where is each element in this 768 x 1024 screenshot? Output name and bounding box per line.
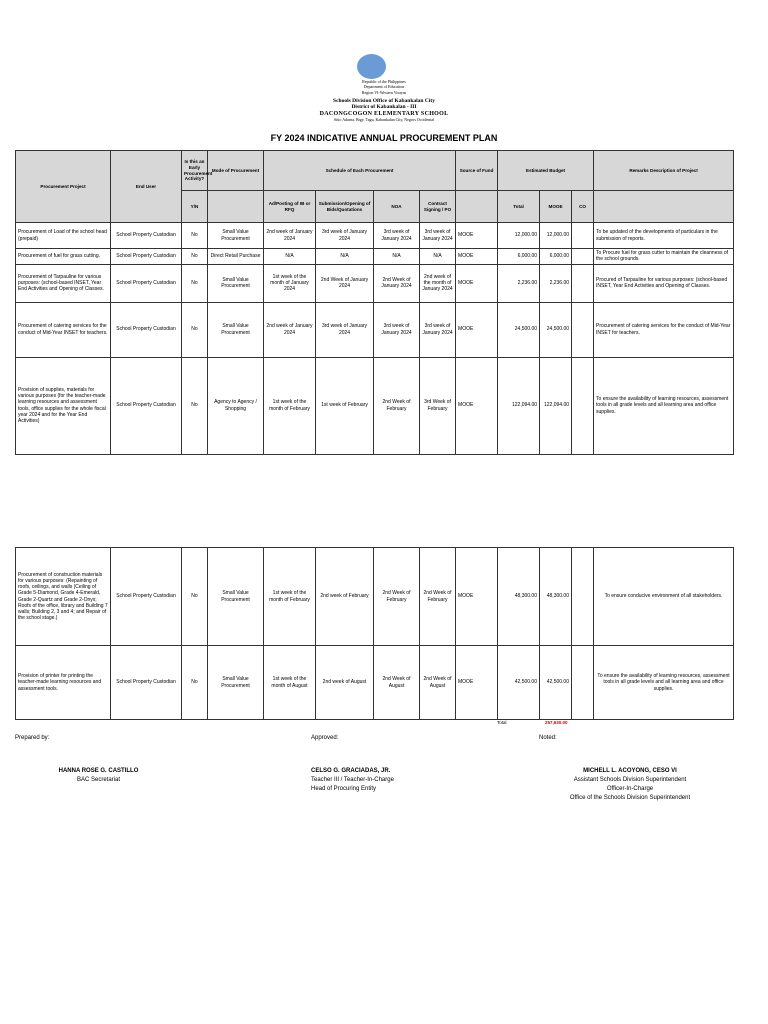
cell-contract: 3rd week of January 2024 bbox=[420, 302, 456, 357]
header-submission: Submission/Opening of Bids/Quotations bbox=[316, 191, 374, 223]
cell-ad-posting: 1st week of the month of February bbox=[264, 357, 316, 454]
header-republic: Republic of the Philippines bbox=[362, 79, 406, 84]
cell-submission: 2nd Week of January 2024 bbox=[316, 264, 374, 302]
cell-submission: 2nd week of February bbox=[316, 548, 374, 646]
cell-ad-posting: 2nd week of January 2024 bbox=[264, 302, 316, 357]
header-source-of-fund: Source of Fund bbox=[456, 151, 498, 191]
cell-co bbox=[572, 264, 594, 302]
cell-fund: MOOE bbox=[456, 249, 498, 265]
cell-noa: 2nd Week of February bbox=[374, 548, 420, 646]
prepared-by-position: BAC Secretariat bbox=[76, 777, 121, 783]
cell-end-user: School Property Custodian bbox=[111, 548, 182, 646]
cell-noa: 3rd week of January 2024 bbox=[374, 302, 420, 357]
noted-label: Noted: bbox=[539, 735, 557, 741]
cell-noa: 2nd Week of August bbox=[374, 646, 420, 720]
cell-contract: 2nd Week of August bbox=[420, 646, 456, 720]
approved-by-name: CELSO G. GRACIADAS, JR. bbox=[311, 768, 391, 774]
cell-co bbox=[572, 302, 594, 357]
cell-fund: MOOE bbox=[456, 302, 498, 357]
cell-submission: 1st week of February bbox=[316, 357, 374, 454]
cell-remarks: To ensure conducive environment of all stakeholders. bbox=[594, 548, 734, 646]
cell-early: No bbox=[182, 249, 208, 265]
cell-mode: Agency to Agency / Shopping bbox=[208, 357, 264, 454]
cell-project: Provision of printer for printing the teacher-made learning resources and assessment tools. bbox=[16, 646, 111, 720]
header-contract: Contract Signing / PO bbox=[420, 191, 456, 223]
cell-end-user: School Property Custodian bbox=[111, 357, 182, 454]
approved-by-role: Head of Procuring Entity bbox=[311, 786, 377, 792]
cell-ad-posting: N/A bbox=[264, 249, 316, 265]
cell-fund: MOOE bbox=[456, 357, 498, 454]
header-noa: NOA bbox=[374, 191, 420, 223]
cell-fund: MOOE bbox=[456, 646, 498, 720]
cell-co bbox=[572, 548, 594, 646]
page-title: FY 2024 INDICATIVE ANNUAL PROCUREMENT PLAN bbox=[270, 133, 498, 143]
cell-end-user: School Property Custodian bbox=[111, 249, 182, 265]
table-row bbox=[16, 264, 734, 302]
cell-fund: MOOE bbox=[456, 223, 498, 249]
header-address: Sitio Adarna, Brgy. Tagu, Kabankalan City, Negros Occidental bbox=[333, 117, 435, 122]
header-co: CO bbox=[572, 191, 594, 223]
cell-submission: 3rd week of January 2024 bbox=[316, 223, 374, 249]
cell-total: 12,000.00 bbox=[498, 223, 540, 249]
cell-submission: N/A bbox=[316, 249, 374, 265]
cell-ad-posting: 1st week of the month of February bbox=[264, 548, 316, 646]
cell-mode: Small Value Procurement bbox=[208, 548, 264, 646]
noted-by-position: Assistant Schools Division Superintendent bbox=[573, 777, 687, 783]
cell-total: 48,300.00 bbox=[498, 548, 540, 646]
table-row bbox=[16, 302, 734, 357]
header-estimated-budget: Estimated Budget bbox=[498, 151, 594, 191]
header-total: Total bbox=[498, 191, 540, 223]
table-row bbox=[16, 646, 734, 720]
header-yn: Y/N bbox=[182, 191, 208, 223]
cell-total: 6,000.00 bbox=[498, 249, 540, 265]
cell-noa: N/A bbox=[374, 249, 420, 265]
cell-end-user: School Property Custodian bbox=[111, 223, 182, 249]
noted-by-oic: Officer-In-Charge bbox=[606, 786, 654, 792]
grand-total-value: 257,630.00 bbox=[545, 720, 568, 725]
cell-remarks: Procurement of catering services for the conduct of Mid-Year INSET for teachers. bbox=[594, 302, 734, 357]
cell-contract: 2nd Week of February bbox=[420, 548, 456, 646]
cell-mooe: 122,094.00 bbox=[540, 357, 572, 454]
table-row bbox=[16, 249, 734, 265]
header-remarks: Remarks Description of Project bbox=[594, 151, 734, 191]
cell-end-user: School Property Custodian bbox=[111, 302, 182, 357]
cell-mode: Small Value Procurement bbox=[208, 264, 264, 302]
cell-early: No bbox=[182, 264, 208, 302]
cell-co bbox=[572, 357, 594, 454]
cell-early: No bbox=[182, 646, 208, 720]
procurement-table bbox=[15, 150, 734, 455]
cell-mooe: 12,000.00 bbox=[540, 223, 572, 249]
header-region: Region VI-Western Visayas bbox=[361, 90, 407, 95]
deped-seal bbox=[357, 54, 386, 79]
noted-by-name: MICHELL L. ACOYONG, CESO VI bbox=[583, 768, 677, 774]
cell-mode: Small Value Procurement bbox=[208, 223, 264, 249]
cell-submission: 2nd week of August bbox=[316, 646, 374, 720]
header-schedule: Schedule of Each Procurement bbox=[264, 151, 456, 191]
cell-co bbox=[572, 646, 594, 720]
cell-total: 24,500.00 bbox=[498, 302, 540, 357]
prepared-by-name: HANNA ROSE G. CASTILLO bbox=[58, 768, 139, 774]
cell-remarks: To ensure the availability of learning resources, assessment tools in all grade levels and all learning area and office supplies. bbox=[594, 357, 734, 454]
cell-project: Provision of supplies, materials for various purposes (for the teacher-made learning resources and assessment tools, office supplies for the whole fiscal year 2024 and for the Year End Activities) bbox=[16, 357, 111, 454]
header-district: District of Kabankalan - III bbox=[351, 104, 417, 110]
header-division: Schools Division Office of Kabankalan City bbox=[333, 98, 435, 104]
header-mooe: MOOE bbox=[540, 191, 572, 223]
cell-project: Procurement of catering services for the conduct of Mid-Year INSET for teachers. bbox=[16, 302, 111, 357]
cell-total: 42,500.00 bbox=[498, 646, 540, 720]
table-row bbox=[16, 223, 734, 249]
cell-noa: 3rd week of January 2024 bbox=[374, 223, 420, 249]
header-fund-blank bbox=[456, 191, 498, 223]
header-remarks-blank bbox=[594, 191, 734, 223]
noted-by-office: Office of the Schools Division Superintendent bbox=[569, 795, 691, 801]
cell-submission: 3rd week of January 2024 bbox=[316, 302, 374, 357]
cell-ad-posting: 1st week of the month of August bbox=[264, 646, 316, 720]
approved-label: Approved: bbox=[311, 735, 339, 741]
approved-by-position: Teacher III / Teacher-In-Charge bbox=[311, 777, 394, 783]
header-mode: Mode of Procurement bbox=[208, 151, 264, 191]
header-department: Department of Education bbox=[363, 84, 405, 89]
cell-mooe: 42,500.00 bbox=[540, 646, 572, 720]
cell-mode: Direct Retail Purchase bbox=[208, 249, 264, 265]
cell-early: No bbox=[182, 357, 208, 454]
header-early-procurement: Is this an Early Procurement Activity? bbox=[182, 151, 208, 191]
cell-fund: MOOE bbox=[456, 548, 498, 646]
cell-project: Procurement of Load of the school head (prepaid) bbox=[16, 223, 111, 249]
cell-end-user: School Property Custodian bbox=[111, 264, 182, 302]
prepared-by-label: Prepared by: bbox=[15, 735, 50, 741]
cell-co bbox=[572, 223, 594, 249]
cell-early: No bbox=[182, 223, 208, 249]
cell-mode: Small Value Procurement bbox=[208, 646, 264, 720]
total-label: Total bbox=[497, 720, 507, 725]
cell-mooe: 2,236.00 bbox=[540, 264, 572, 302]
cell-remarks: To Procure fuel for grass cutter to maintain the cleanness of the school grounds. bbox=[594, 249, 734, 265]
cell-project: Procurement of fuel for grass cutting. bbox=[16, 249, 111, 265]
header-procurement-project: Procurement Project bbox=[16, 151, 111, 223]
cell-mode: Small Value Procurement bbox=[208, 302, 264, 357]
header-school: DACONGCOGON ELEMENTARY SCHOOL bbox=[319, 111, 449, 117]
cell-total: 2,236.00 bbox=[498, 264, 540, 302]
cell-contract: 3rd week of January 2024 bbox=[420, 223, 456, 249]
cell-remarks: Procured of Tarpauline for various purposes: (school-based INSET, Year End Activities and Opening of Classes. bbox=[594, 264, 734, 302]
header-end-user: End User bbox=[111, 151, 182, 223]
cell-end-user: School Property Custodian bbox=[111, 646, 182, 720]
cell-noa: 2nd Week of February bbox=[374, 357, 420, 454]
header-blank bbox=[208, 191, 264, 223]
cell-project: Procurement of Tarpauline for various purposes: (school-based INSET, Year End Activities and Opening of Classes. bbox=[16, 264, 111, 302]
cell-contract: 3rd Week of February bbox=[420, 357, 456, 454]
cell-early: No bbox=[182, 302, 208, 357]
cell-fund: MOOE bbox=[456, 264, 498, 302]
cell-ad-posting: 1st week of the month of January 2024 bbox=[264, 264, 316, 302]
cell-mooe: 48,300.00 bbox=[540, 548, 572, 646]
cell-total: 122,094.00 bbox=[498, 357, 540, 454]
cell-ad-posting: 2nd week of January 2024 bbox=[264, 223, 316, 249]
cell-mooe: 24,500.00 bbox=[540, 302, 572, 357]
cell-remarks: To be updated of the developments of particulars in the submission of reports. bbox=[594, 223, 734, 249]
header-ad-posting: Ad/Posting of IB or RFQ bbox=[264, 191, 316, 223]
cell-mooe: 6,000.00 bbox=[540, 249, 572, 265]
cell-noa: 2nd Week of January 2024 bbox=[374, 264, 420, 302]
cell-contract: 2nd week of the month of January 2024 bbox=[420, 264, 456, 302]
cell-project: Procurement of construction materials for various purposes: (Repainting of roofs, ceilings, and walls (Ceiling of Grade 5-Diamond, Grade 4-Emerald, Grade 2-Quartz and Grade 2-Onyx; Roofs of the office, library and Building 7 walls; Building 2, 3 and 4; and Repair of the school stage.) bbox=[16, 548, 111, 646]
cell-remarks: To ensure the availability of learning resources, assessment tools in all grade levels and all learning area and office supplies. bbox=[594, 646, 734, 720]
cell-early: No bbox=[182, 548, 208, 646]
procurement-table-continued bbox=[15, 547, 734, 720]
cell-contract: N/A bbox=[420, 249, 456, 265]
table-row bbox=[16, 357, 734, 454]
table-row bbox=[16, 548, 734, 646]
cell-co bbox=[572, 249, 594, 265]
